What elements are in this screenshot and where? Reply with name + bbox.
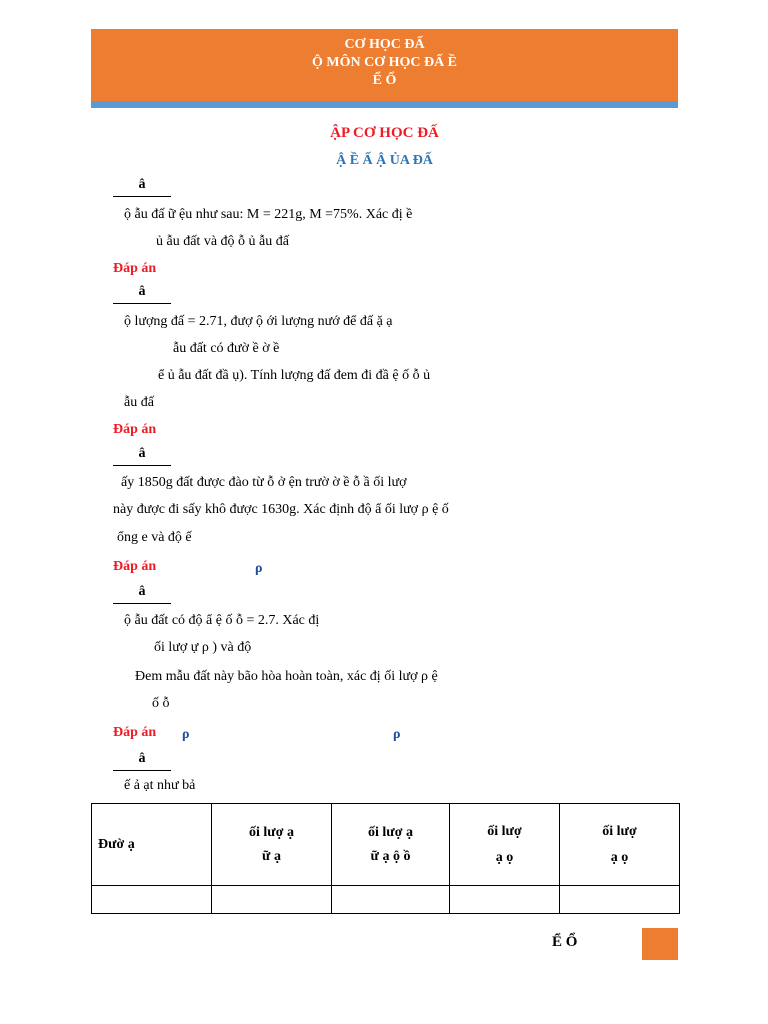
- answer-4-rho-2: ρ: [393, 727, 401, 742]
- table-header-cell: [450, 804, 560, 886]
- table-header-cell: [332, 804, 450, 886]
- question-5-head: â: [113, 751, 171, 771]
- table-header-text: ối lượ ạ: [249, 824, 294, 840]
- data-table: [91, 803, 680, 914]
- table-cell: [212, 886, 332, 914]
- header-rule: [91, 101, 678, 108]
- question-5-line-1: ế ả ạt như bả: [124, 778, 196, 793]
- table-header-text: Đườ ạ: [98, 836, 135, 852]
- question-4-line-4: ố ỗ: [152, 696, 170, 711]
- question-3-line-2: này được đi sấy khô được 1630g. Xác định độ ẩ ối lượ ρ ệ ố: [113, 502, 449, 517]
- table-header-cell: [92, 804, 212, 886]
- table-cell: [560, 886, 680, 914]
- header-line-3: Ể Ổ: [372, 73, 397, 88]
- question-4-line-2: ối lượ ự ρ ) và độ: [154, 640, 252, 655]
- question-3-line-1: ấy 1850g đất được đào từ ỗ ở ện trườ ờ ề ỗ ầ ối lượ: [121, 475, 407, 490]
- answer-label-2: Đáp án: [113, 422, 157, 437]
- question-4-line-1: ộ ẫu đất có độ ẩ ệ ố ỗ = 2.7. Xác đị: [124, 613, 320, 628]
- question-3-line-3: ổng e và độ ế: [117, 530, 192, 545]
- table-header-cell: [560, 804, 680, 886]
- table-header-text: ữ ạ ộ ồ: [370, 848, 411, 864]
- table-header-row: [92, 804, 680, 886]
- table-header-text: ối lượ: [602, 823, 637, 839]
- footer-accent-box: [642, 928, 678, 960]
- header-banner: [91, 29, 678, 101]
- question-2-line-3: ể ủ ẫu đất đầ ụ). Tính lượng đấ đem đi đầ ệ ố ỗ ủ: [158, 368, 431, 383]
- header-line-2: Ộ MÔN CƠ HỌC ĐẤ Ề: [311, 55, 458, 70]
- question-1-line-2: ủ ẫu đất và độ ỗ ủ ẫu đấ: [156, 234, 289, 249]
- question-1-head: â: [113, 177, 171, 197]
- table-header-text: ối lượ: [487, 823, 522, 839]
- page-title: ẬP CƠ HỌC ĐẤ: [330, 125, 439, 141]
- header-line-1: CƠ HỌC ĐẤ: [344, 37, 425, 52]
- answer-3-rho: ρ: [255, 561, 263, 576]
- table-header-cell: [212, 804, 332, 886]
- question-2-line-1: ộ lượng đấ = 2.71, đượ ộ ới lượng nướ để đấ ặ ạ: [124, 314, 393, 329]
- question-3-head: â: [113, 446, 171, 466]
- question-2-line-4: ẫu đấ: [124, 395, 154, 410]
- question-1-line-1: ộ ẫu đấ ữ ệu như sau: M = 221g, M =75%. Xác đị ề: [124, 207, 413, 222]
- answer-label-4: Đáp án: [113, 725, 157, 740]
- answer-label-3: Đáp án: [113, 559, 157, 574]
- question-2-line-2: ẫu đất có đườ ề ờ ề: [173, 341, 280, 356]
- answer-4-rho-1: ρ: [182, 727, 190, 742]
- table-row: [92, 886, 680, 914]
- question-4-line-3: Đem mẫu đất này bão hòa hoàn toàn, xác đị ối lượ ρ ệ: [135, 669, 438, 684]
- answer-label-1: Đáp án: [113, 261, 157, 276]
- question-4-head: â: [113, 584, 171, 604]
- table-header-text: ạ ọ: [495, 849, 514, 865]
- table-cell: [332, 886, 450, 914]
- table-header-text: ối lượ ạ: [368, 824, 413, 840]
- page-subtitle: Ậ Ề Ấ Ậ ỦA ĐẤ: [336, 153, 433, 168]
- table-header-text: ạ ọ: [610, 849, 629, 865]
- table-header-text: ữ ạ: [262, 848, 281, 864]
- question-2-head: â: [113, 284, 171, 304]
- footer-text: Ể Ổ: [552, 934, 578, 950]
- table-cell: [92, 886, 212, 914]
- table-cell: [450, 886, 560, 914]
